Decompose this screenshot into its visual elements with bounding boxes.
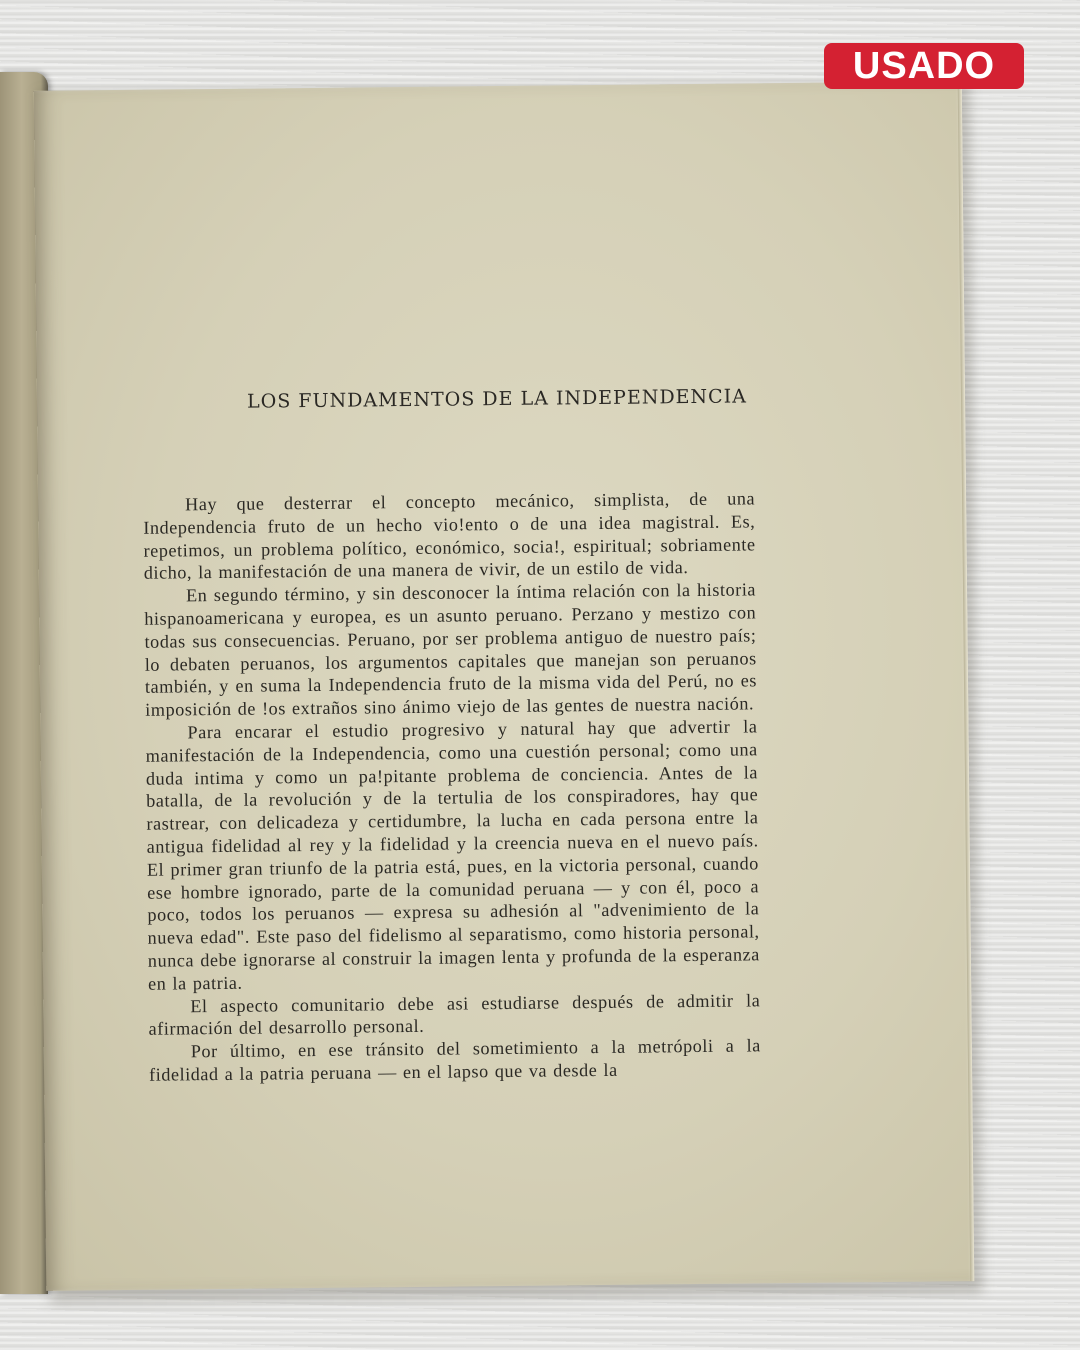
paragraph-3: Para encarar el estudio progresivo y natural hay que advertir la manifestación de la Independencia, como una cuestión personal; como una duda intima y como un pa!pitante problema de conciencia. Antes de la batalla, de la revolución y de la tertulia de los conspiradores, hay que rastrear, con delicadeza y certidumbre, la lucha en cada persona entre la antigua fidelidad al rey y la fidelidad y la creencia nueva en el nuevo país. El primer gran triunfo de la patria está, pues, en la victoria personal, cuando ese hombre ignorado, parte de la comunidad peruana — y con él, poco a poco, todos los peruanos — expresa su adhesión al "advenimiento de la nueva edad". Este paso del fidelismo al separatismo, como historia personal, nunca debe ignorarse al construir la imagen lenta y profunda de la esperanza en la patria. xyxy=(145,716,760,994)
page-body xyxy=(143,487,761,1086)
paragraph-2: En segundo término, y sin desconocer la íntima relación con la historia hispanoamericana y europea, es un asunto peruano. Perzano y mestizo con todas sus consecuencias. Peruano, por ser problema antiguo de nuestro país; lo debaten peruanos, los argumentos capitales que manejan son peruanos también, y en suma la Independencia fruto de la misma vida del Perú, no es imposición de !os extraños sino ánimo viejo de las gentes de nuestra nación. xyxy=(144,579,758,720)
paragraph-1: Hay que desterrar el concepto mecánico, simplista, de una Independencia fruto de un hecho vio!ento o de una idea magistral. Es, repetimos, un problema político, económico, socia!, espiritual; sobriamente dicho, la manifestación de una manera de vivir, de un estilo de vida. xyxy=(143,488,756,584)
chapter-title: LOS FUNDAMENTOS DE LA INDEPENDENCIA xyxy=(246,385,748,413)
paragraph-4: El aspecto comunitario debe asi estudiarse después de admitir la afirmación del desarrollo personal. xyxy=(148,989,761,1040)
book-page xyxy=(34,81,975,1291)
paragraph-5: Por último, en ese tránsito del sometimiento a la metrópoli a la fidelidad a la patria peruana — en el lapso que va desde la xyxy=(148,1035,761,1085)
used-badge: USADO xyxy=(824,43,1024,89)
